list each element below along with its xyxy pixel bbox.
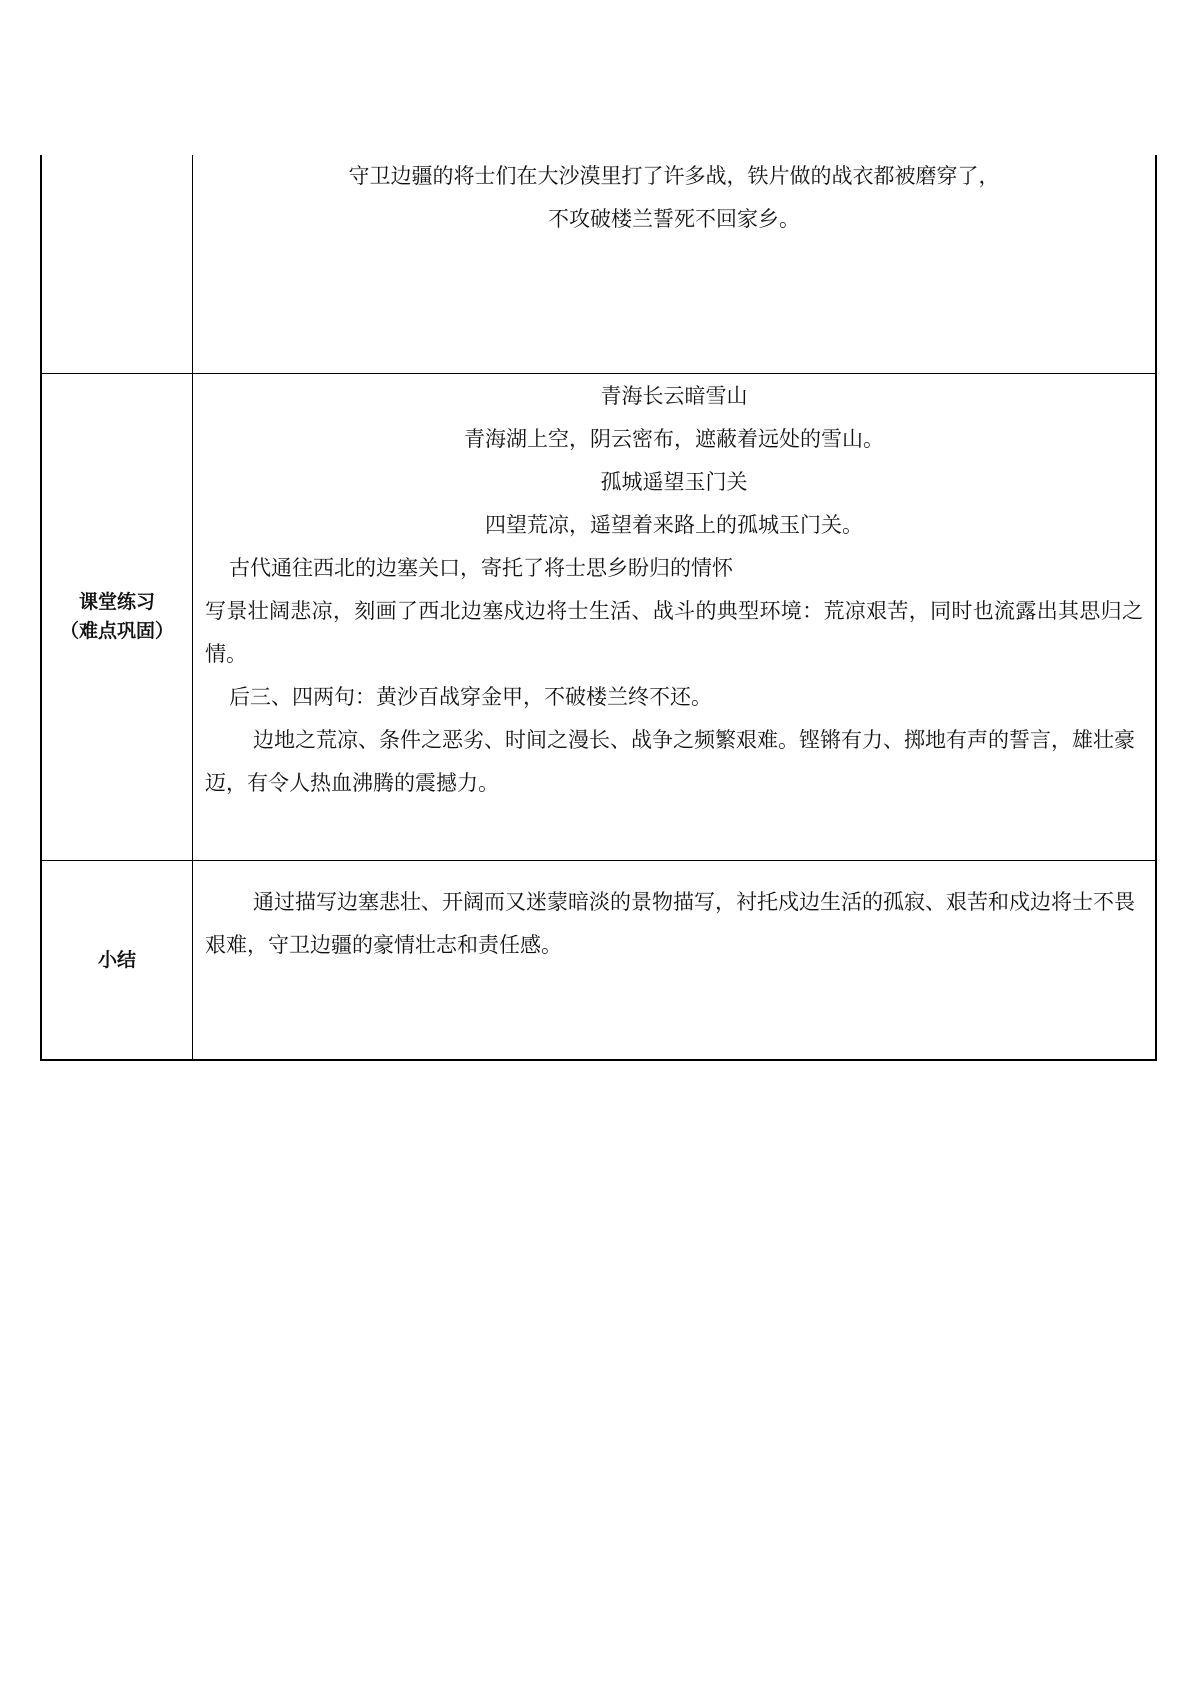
row-content-cell (193, 155, 1157, 374)
analysis-paragraph: 后三、四两句：黄沙百战穿金甲，不破楼兰终不还。 (229, 685, 712, 709)
row-label-cell (41, 155, 193, 374)
row-label-cell (41, 861, 193, 1061)
poem-explanation: 四望荒凉，遥望着来路上的孤城玉门关。 (485, 513, 863, 537)
row-content-cell (193, 861, 1157, 1061)
poem-line: 青海长云暗雪山 (600, 384, 748, 408)
analysis-paragraph: 写景壮阔悲凉，刻画了西北边塞戍边将士生活、战斗的典型环境：荒凉艰苦，同时也流露出其思归之情。 (205, 599, 1143, 666)
lesson-table (40, 155, 1157, 1061)
row-label-practice-sub: （难点巩固） (59, 620, 174, 642)
poem-explanation: 青海湖上空，阴云密布，遮蔽着远处的雪山。 (464, 427, 884, 451)
analysis-paragraph: 边地之荒凉、条件之恶劣、时间之漫长、战争之频繁艰难。铿锵有力、掷地有声的誓言，雄壮豪迈，有令人热血沸腾的震撼力。 (205, 728, 1135, 795)
row-label-summary: 小结 (97, 948, 136, 971)
poem-line: 孤城遥望玉门关 (600, 470, 748, 494)
row-content-cell (193, 374, 1157, 861)
analysis-paragraph: 古代通往西北的边塞关口，寄托了将士思乡盼归的情怀 (229, 556, 733, 580)
table-row (41, 155, 1156, 374)
row-label-cell (41, 374, 193, 861)
row-label-practice: 课堂练习 (78, 591, 155, 613)
table-row (41, 861, 1156, 1061)
table-row (41, 374, 1156, 861)
summary-paragraph: 通过描写边塞悲壮、开阔而又迷蒙暗淡的景物描写，衬托戍边生活的孤寂、艰苦和戍边将士不畏艰难，守卫边疆的豪情壮志和责任感。 (205, 890, 1135, 957)
translation-line: 不攻破楼兰誓死不回家乡。 (548, 207, 800, 231)
translation-line: 守卫边疆的将士们在大沙漠里打了许多战，铁片做的战衣都被磨穿了， (348, 164, 1000, 188)
